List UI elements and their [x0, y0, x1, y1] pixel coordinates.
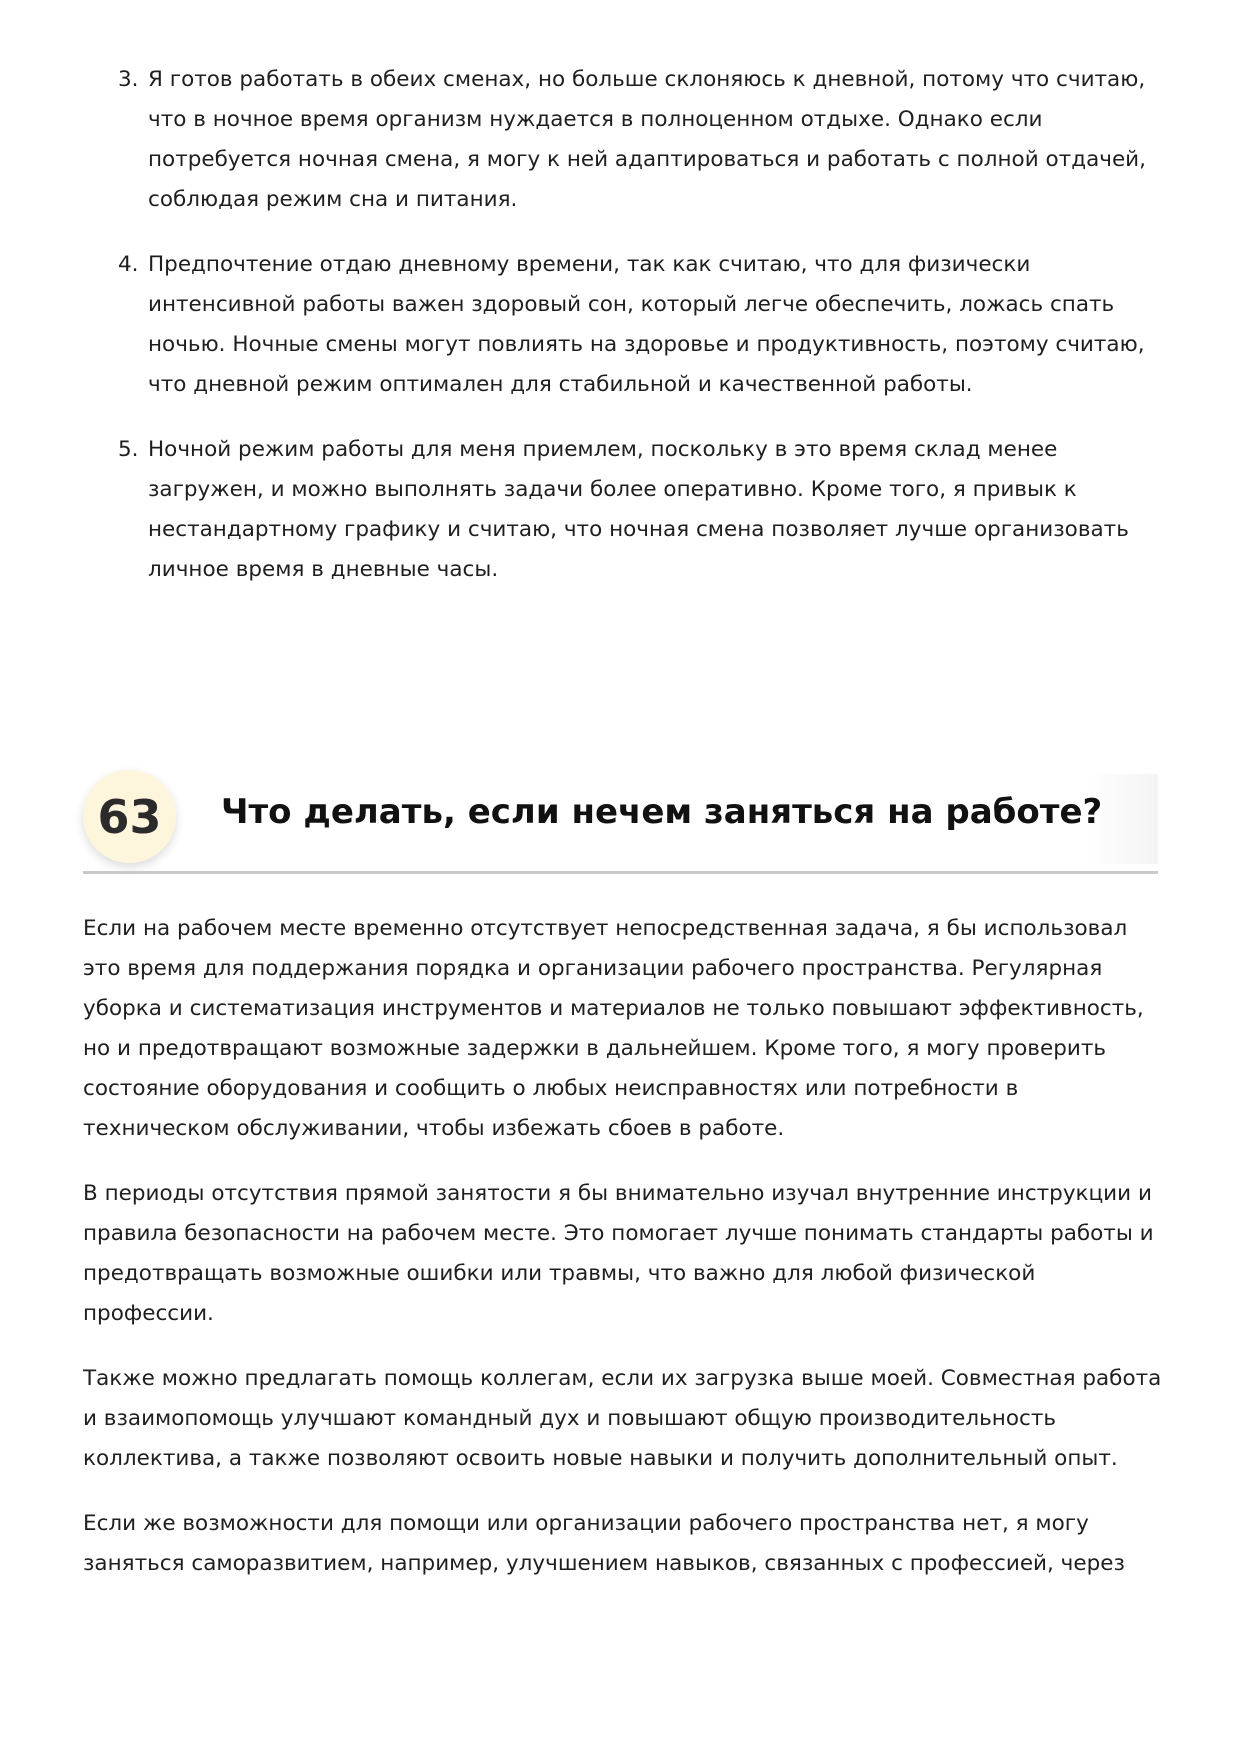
body-paragraph: Если же возможности для помощи или организации рабочего пространства нет, я могу заняться саморазвитием, например, улучшением навыков, связанных с профессией, через: [83, 1511, 1125, 1576]
list-item: [118, 60, 1170, 220]
section-body: [83, 909, 1163, 1609]
body-paragraph: Если на рабочем месте временно отсутствует непосредственная задача, я бы использовал это время для поддержания порядка и организации рабочего пространства. Регулярная уборка и систематизация инструментов и материалов не только повышают эффективность, но и предотвращают возможные задержки в дальнейшем. Кроме того, я могу проверить состояние оборудования и сообщить о любых неисправностях или потребности в техническом обслуживании, чтобы избежать сбоев в работе.: [83, 916, 1144, 1141]
body-paragraph: В периоды отсутствия прямой занятости я бы внимательно изучал внутренние инструкции и правила безопасности на рабочем месте. Это помогает лучше понимать стандарты работы и предотвращать возможные ошибки или травмы, что важно для любой физической профессии.: [83, 1181, 1154, 1326]
numbered-answer-list: [118, 60, 1170, 615]
list-item: [118, 430, 1170, 590]
list-item-number: 5.: [118, 437, 139, 462]
section-title: Что делать, если нечем заняться на работе?: [221, 792, 1103, 832]
list-item: [118, 245, 1170, 405]
body-paragraph: Также можно предлагать помощь коллегам, если их загрузка выше моей. Совместная работа и взаимопомощь улучшают командный дух и повышают общую производительность коллектива, а также позволяют освоить новые навыки и получить дополнительный опыт.: [83, 1366, 1162, 1471]
list-item-text: Предпочтение отдаю дневному времени, так как считаю, что для физически интенсивной работы важен здоровый сон, который легче обеспечить, ложась спать ночью. Ночные смены могут повлиять на здоровье и продуктивность, поэтому считаю, что дневной режим оптимален для стабильной и качественной работы.: [148, 252, 1145, 397]
list-item-text: Ночной режим работы для меня приемлем, поскольку в это время склад менее загружен, и можно выполнять задачи более оперативно. Кроме того, я привык к нестандартному графику и считаю, что ночная смена позволяет лучше организовать личное время в дневные часы.: [148, 437, 1129, 582]
list-item-number: 4.: [118, 252, 139, 277]
section-divider: [83, 871, 1158, 874]
list-item-number: 3.: [118, 67, 139, 92]
list-item-text: Я готов работать в обеих сменах, но больше склоняюсь к дневной, потому что считаю, что в ночное время организм нуждается в полноценном отдыхе. Однако если потребуется ночная смена, я могу к ней адаптироваться и работать с полной отдачей, соблюдая режим сна и питания.: [148, 67, 1146, 212]
section-header: [83, 768, 1158, 874]
section-number-badge: 63: [83, 770, 176, 863]
